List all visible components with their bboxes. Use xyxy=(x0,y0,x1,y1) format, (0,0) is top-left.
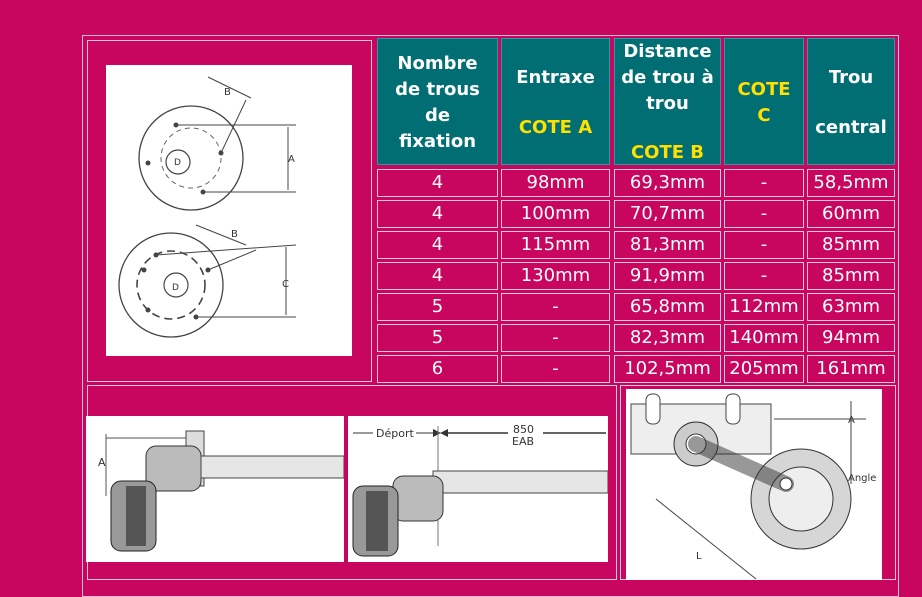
label-axle-a: A xyxy=(98,456,106,469)
header-entraxe: Entraxe COTE A xyxy=(501,38,610,165)
table-cell: 85mm xyxy=(807,231,895,259)
table-cell: 69,3mm xyxy=(614,169,721,197)
table-cell: 4 xyxy=(377,262,498,290)
table-cell: 91,9mm xyxy=(614,262,721,290)
table-cell: 115mm xyxy=(501,231,610,259)
table-cell: 60mm xyxy=(807,200,895,228)
table-cell: 70,7mm xyxy=(614,200,721,228)
table-cell: - xyxy=(724,262,804,290)
label-l: L xyxy=(696,551,702,562)
header-hole-distance: Distance de trou à trou COTE B xyxy=(614,38,721,165)
table-cell: - xyxy=(724,231,804,259)
table-cell: 4 xyxy=(377,169,498,197)
header-fixation-holes: Nombre de trous de fixation xyxy=(377,38,498,165)
label-eab: EAB xyxy=(512,435,535,448)
table-cell: 58,5mm xyxy=(807,169,895,197)
table-cell: 65,8mm xyxy=(614,293,721,321)
table-cell: - xyxy=(501,293,610,321)
axle-side-diagram xyxy=(86,416,344,562)
table-cell: 81,3mm xyxy=(614,231,721,259)
table-cell: - xyxy=(501,324,610,352)
torsion-arm-diagram xyxy=(626,389,882,580)
table-cell: 100mm xyxy=(501,200,610,228)
table-cell: 161mm xyxy=(807,355,895,383)
label-d-bottom: D xyxy=(172,283,179,293)
table-cell: - xyxy=(501,355,610,383)
table-cell: 112mm xyxy=(724,293,804,321)
header-cote-c: COTE C xyxy=(724,38,804,165)
label-b-top: B xyxy=(224,87,231,98)
table-cell: 98mm xyxy=(501,169,610,197)
label-angle: Angle xyxy=(848,473,877,484)
label-torsion-a: A xyxy=(848,415,855,426)
label-eab-value: 850 xyxy=(513,423,534,436)
table-cell: - xyxy=(724,169,804,197)
label-a: A xyxy=(288,154,295,165)
label-d-top: D xyxy=(174,158,181,168)
table-cell: - xyxy=(724,200,804,228)
wheel-hub-diagram xyxy=(106,65,352,356)
table-cell: 82,3mm xyxy=(614,324,721,352)
table-cell: 4 xyxy=(377,200,498,228)
table-cell: 130mm xyxy=(501,262,610,290)
table-cell: 102,5mm xyxy=(614,355,721,383)
table-cell: 140mm xyxy=(724,324,804,352)
label-b-bottom: B xyxy=(231,229,238,240)
axle-deport-diagram xyxy=(348,416,608,562)
table-cell: 63mm xyxy=(807,293,895,321)
header-central-hole: Trou central xyxy=(807,38,895,165)
table-cell: 205mm xyxy=(724,355,804,383)
table-cell: 4 xyxy=(377,231,498,259)
label-deport: Déport xyxy=(376,427,414,440)
table-cell: 6 xyxy=(377,355,498,383)
table-cell: 5 xyxy=(377,324,498,352)
table-cell: 94mm xyxy=(807,324,895,352)
table-cell: 85mm xyxy=(807,262,895,290)
table-cell: 5 xyxy=(377,293,498,321)
label-c: C xyxy=(282,279,289,290)
